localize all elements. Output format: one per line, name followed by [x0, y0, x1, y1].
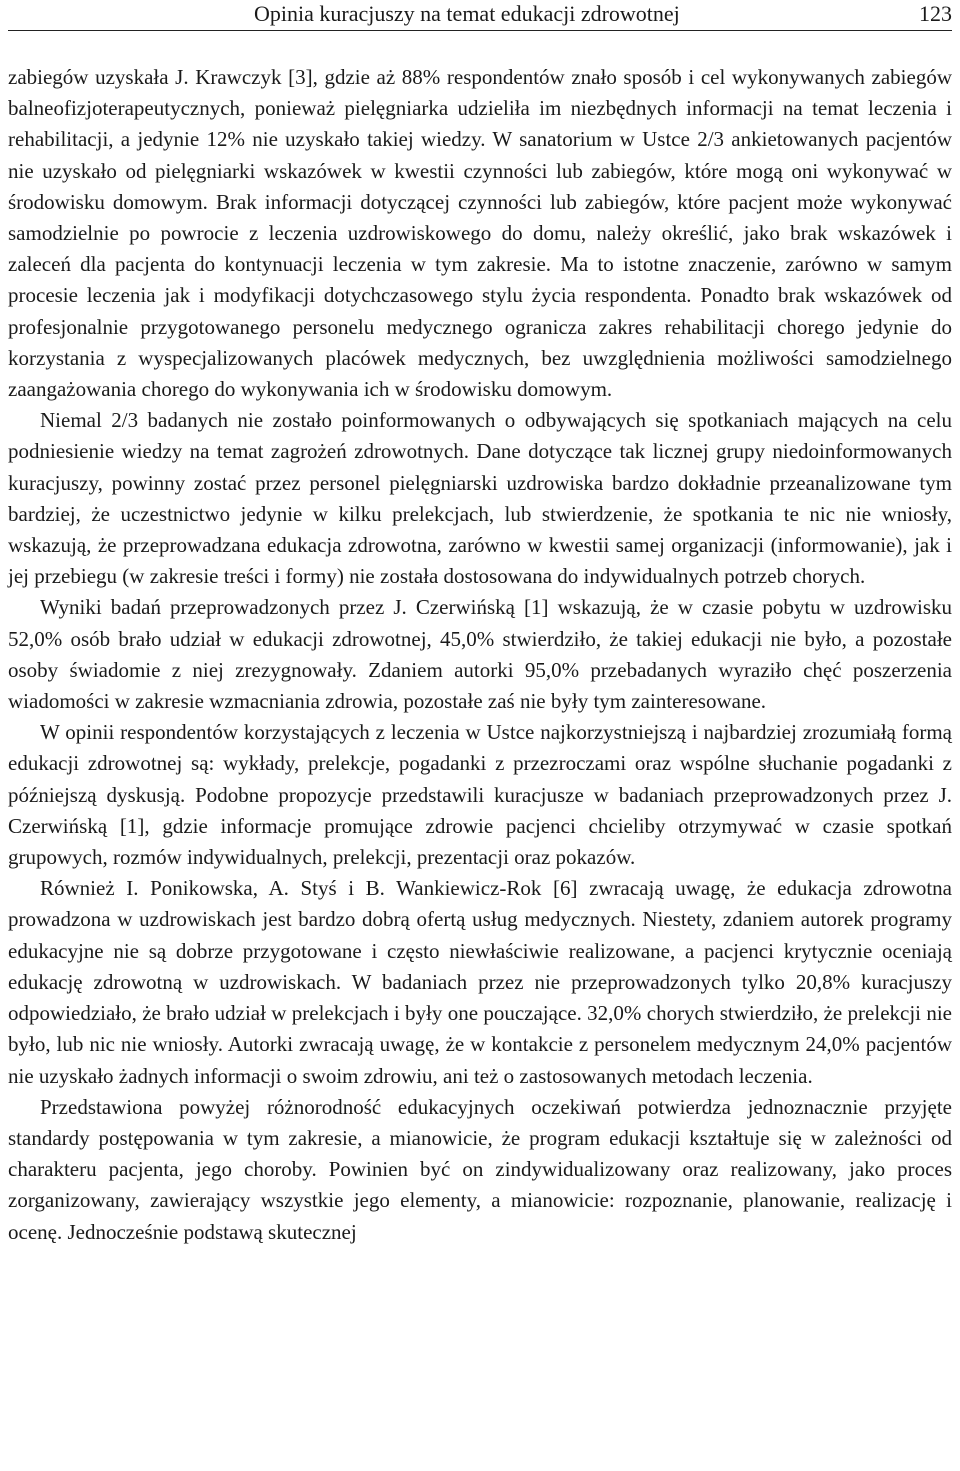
- paragraph: Przedstawiona powyżej różnorodność edukacyjnych oczekiwań potwierdza jednoznacznie przyjęte standardy postępowania w tym zakresie, a mianowicie, że program edukacji kształtuje się w zależności od charakteru pacjenta, jego choroby. Powinien być on zindywidualizowany oraz realizowany, jako proces zorganizowany, zawierający wszystkie jego elementy, a mianowicie: rozpoznanie, planowanie, realizację i ocenę. Jednocześnie podstawą skutecznej: [8, 1094, 952, 1244]
- paragraph: Wyniki badań przeprowadzonych przez J. Czerwińską [1] wskazują, że w czasie pobytu w uzdrowisku 52,0% osób brało udział w edukacji zdrowotnej, 45,0% stwierdziło, że takiej edukacji nie było, a pozostałe osoby świadomie z niej zrezygnowały. Zdaniem autorki 95,0% przebadanych wyraziło chęć poszerzenia wiadomości w zakresie wzmacniania zdrowia, pozostałe zaś nie były tym zainteresowane.: [8, 595, 952, 714]
- running-header: [8, 0, 952, 31]
- paragraph: Niemal 2/3 badanych nie zostało poinformowanych o odbywających się spotkaniach mających na celu podniesienie wiedzy na temat zagrożeń zdrowotnych. Dane dotyczące tak licznej grupy niedoinformowanych kuracjuszy, powinny zostać przez personel pielęgniarski uzdrowiska bardzo dokładnie przeanalizowane tym bardziej, że uczestnictwo jedynie w kilku prelekcjach, lub stwierdzenie, że spotkania te nic nie wniosły, wskazują, że przeprowadzana edukacja zdrowotna, zarówno w kwestii samej organizacji (informowanie), jak i jej przebiegu (w zakresie treści i formy) nie została dostosowana do indywidualnych potrzeb chorych.: [8, 408, 952, 589]
- paragraph: zabiegów uzyskała J. Krawczyk [3], gdzie aż 88% respondentów znało sposób i cel wykonywanych zabiegów balneofizjoterapeutycznych, ponieważ pielęgniarka udzieliła im niezbędnych informacji na temat leczenia i rehabilitacji, a jedynie 12% nie uzyskało takiej wiedzy. W sanatorium w Ustce 2/3 ankietowanych pacjentów nie uzyskało od pielęgniarki wskazówek w kwestii czynności lub zabiegów, które mogą oni wykonywać w środowisku domowym. Brak informacji dotyczącej czynności lub zabiegów, które pacjent może wykonywać samodzielnie po powrocie z leczenia uzdrowiskowego do domu, należy określić, jako brak wskazówek i zaleceń dla pacjenta do kontynuacji leczenia w tym zakresie. Ma to istotne znaczenie, zarówno w samym procesie leczenia jak i modyfikacji dotychczasowego stylu życia respondenta. Ponadto brak wskazówek od profesjonalnie przygotowanego personelu medycznego ogranicza zakres rehabilitacji chorego jedynie do korzystania z wyspecjalizowanych placówek medycznych, bez uwzględnienia możliwości samodzielnego zaangażowania chorego do wykonywania ich w środowisku domowym.: [8, 65, 952, 402]
- running-title: Opinia kuracjuszy na temat edukacji zdrowotnej: [254, 1, 680, 26]
- paragraph: Również I. Ponikowska, A. Styś i B. Wankiewicz-Rok [6] zwracają uwagę, że edukacja zdrowotna prowadzona w uzdrowiskach jest bardzo dobrą ofertą usług medycznych. Niestety, zdaniem autorek programy edukacyjne nie są dobrze przygotowane i często niewłaściwie realizowane, a pacjenci krytycznie oceniają edukację zdrowotną w uzdrowiskach. W badaniach przez nie przeprowadzonych tylko 20,8% kuracjuszy odpowiedziało, że brało udział w prelekcjach i były one pouczające. 32,0% chorych stwierdziło, że prelekcji nie było, lub nic nie wniosły. Autorki zwracają uwagę, że w kontakcie z personelem medycznym 24,0% pacjentów nie uzyskało żadnych informacji o swoim zdrowiu, ani też o zastosowanych metodach leczenia.: [8, 876, 952, 1088]
- article-body: [8, 62, 952, 1248]
- page-number: 123: [919, 1, 952, 26]
- paragraph: W opinii respondentów korzystających z leczenia w Ustce najkorzystniejszą i najbardziej zrozumiałą formą edukacji zdrowotnej są: wykłady, prelekcje, pogadanki z przezroczami oraz wspólne słuchanie pogadanki z późniejszą dyskusją. Podobne propozycje przedstawili kuracjusze w badaniach przeprowadzonych przez J. Czerwińską [1], gdzie informacje promujące zdrowie pacjenci chcieliby otrzymywać w czasie spotkań grupowych, rozmów indywidualnych, prelekcji, prezentacji oraz pokazów.: [8, 720, 952, 870]
